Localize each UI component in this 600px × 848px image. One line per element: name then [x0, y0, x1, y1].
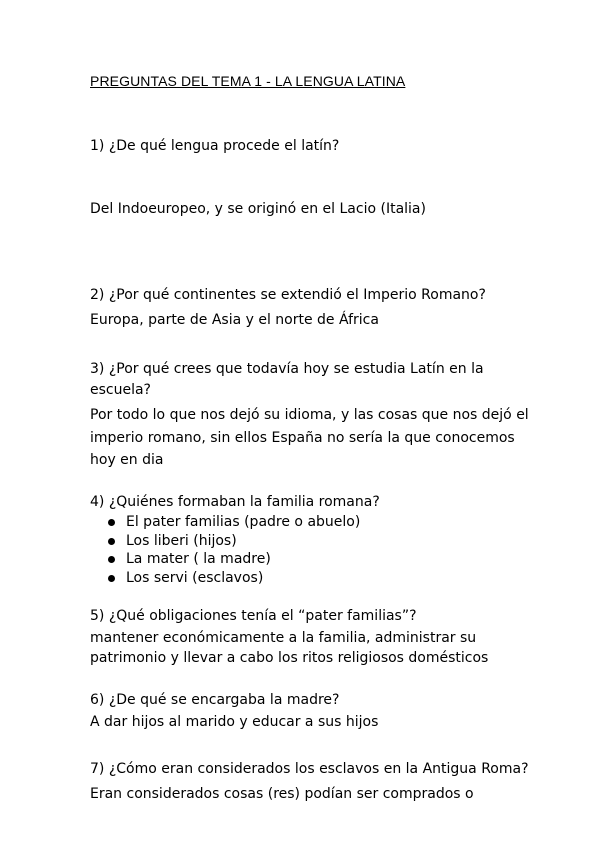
bullet-icon — [108, 519, 115, 526]
answer-3-line-3: hoy en dia — [90, 452, 164, 468]
answer-5-line-2: patrimonio y llevar a cabo los ritos religiosos domésticos — [90, 650, 489, 666]
list-item-text: La mater ( la madre) — [126, 551, 271, 567]
question-3-line-1: 3) ¿Por qué crees que todavía hoy se estudia Latín en la — [90, 361, 484, 377]
answer-3-line-2: imperio romano, sin ellos España no sería la que conocemos — [90, 430, 515, 446]
answer-5-line-1: mantener económicamente a la familia, administrar su — [90, 630, 477, 646]
list-item — [90, 532, 360, 551]
answer-7: Eran considerados cosas (res) podían ser comprados o — [90, 786, 474, 802]
bullet-icon — [108, 556, 115, 563]
question-2: 2) ¿Por qué continentes se extendió el Imperio Romano? — [90, 287, 486, 303]
answer-6: A dar hijos al marido y educar a sus hijos — [90, 714, 379, 730]
bullet-icon — [108, 575, 115, 582]
answer-3-line-1: Por todo lo que nos dejó su idioma, y las cosas que nos dejó el — [90, 407, 529, 423]
question-7: 7) ¿Cómo eran considerados los esclavos en la Antigua Roma? — [90, 761, 529, 777]
list-item — [90, 569, 360, 588]
question-4: 4) ¿Quiénes formaban la familia romana? — [90, 494, 380, 510]
list-item-text: Los servi (esclavos) — [126, 569, 264, 586]
answer-1: Del Indoeuropeo, y se originó en el Lacio (Italia) — [90, 201, 426, 217]
question-6: 6) ¿De qué se encargaba la madre? — [90, 692, 340, 708]
bullet-icon — [108, 538, 115, 545]
document-title: PREGUNTAS DEL TEMA 1 - LA LENGUA LATINA — [90, 73, 406, 89]
list-item-text: Los liberi (hijos) — [126, 532, 237, 549]
list-item — [90, 513, 360, 532]
question-1: 1) ¿De qué lengua procede el latín? — [90, 138, 340, 154]
answer-2: Europa, parte de Asia y el norte de África — [90, 312, 379, 328]
question-5: 5) ¿Qué obligaciones tenía el “pater familias”? — [90, 608, 417, 624]
list-item-text: El pater familias (padre o abuelo) — [126, 514, 361, 530]
family-members-list — [90, 513, 360, 587]
list-item — [90, 550, 360, 569]
question-3-line-2: escuela? — [90, 382, 151, 398]
